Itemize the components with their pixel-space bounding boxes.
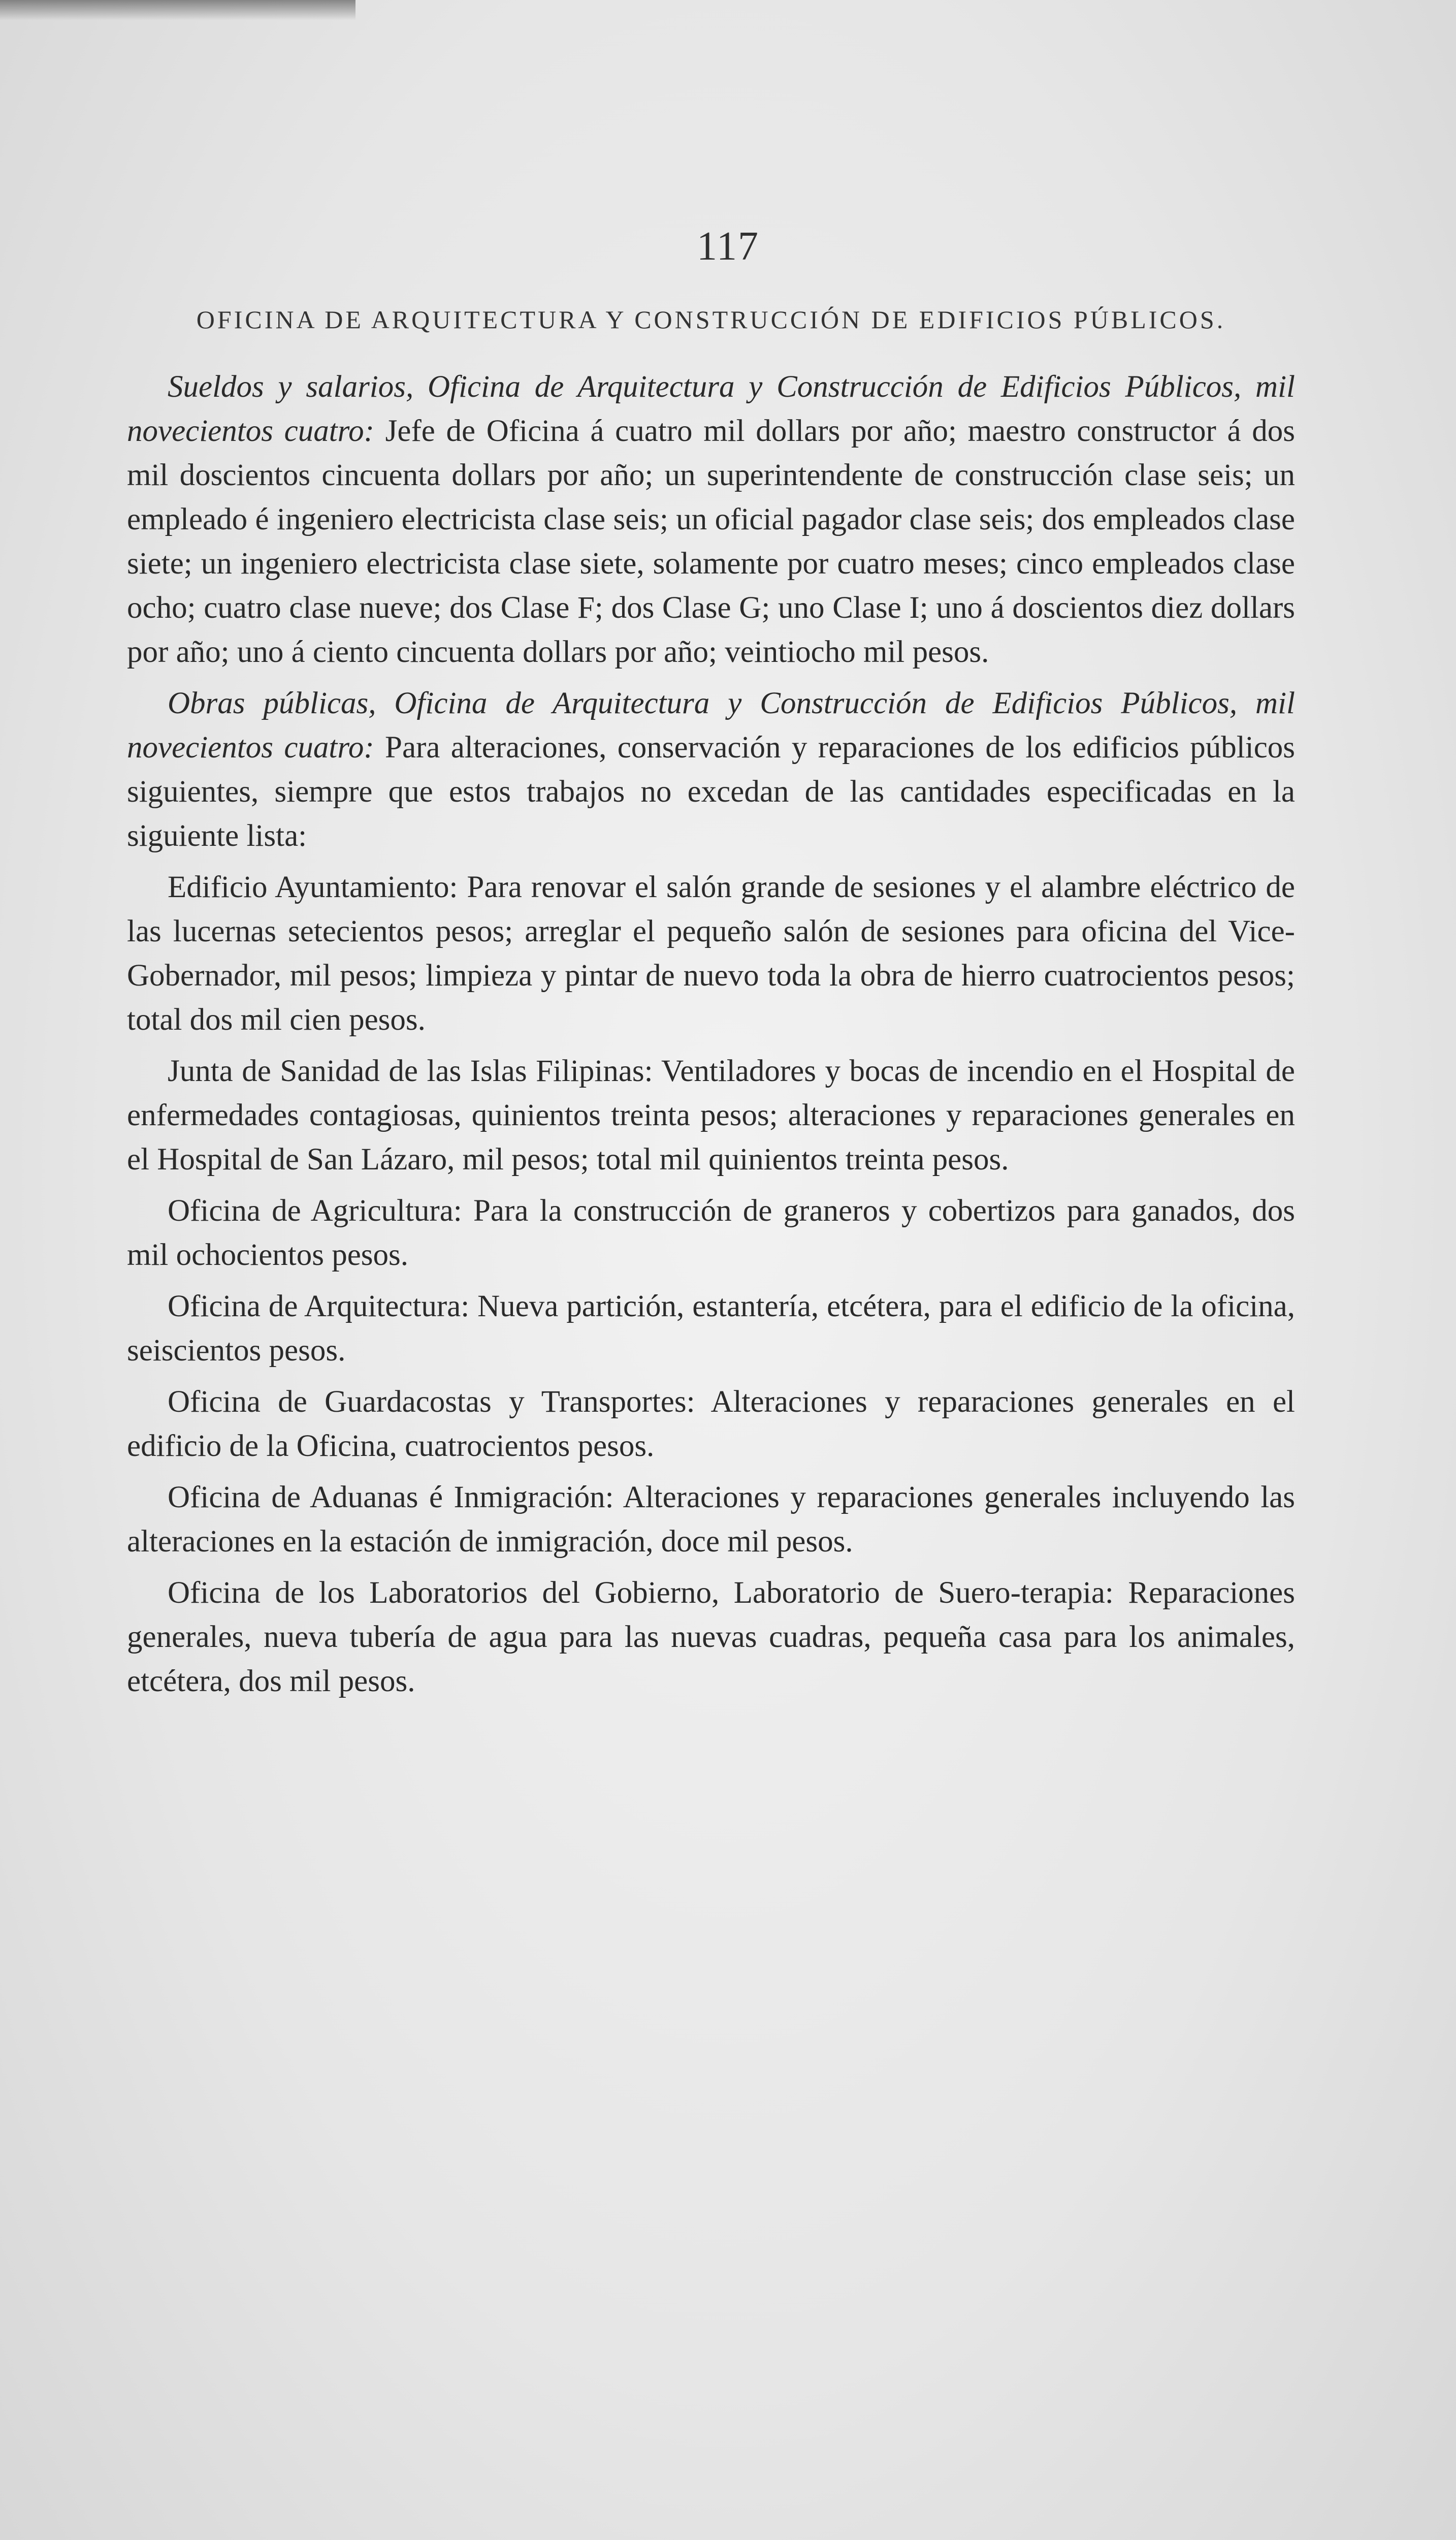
paragraph-body: Junta de Sanidad de las Islas Filipinas: Ventiladores y bocas de incendio en el Hospital de enfermedades contagiosas, quinientos treinta pesos; alteraciones y reparaciones generales en el Hospital de San Lázaro, mil pesos; total mil quinientos treinta pesos. <box>127 1054 1295 1177</box>
paragraph-body: Oficina de Aduanas é Inmigración: Alteraciones y reparaciones generales incluyendo las alteraciones en la estación de inmigración, doce mil pesos. <box>127 1480 1295 1559</box>
paragraph-agricultura <box>127 1189 1295 1277</box>
paragraph-body: Oficina de Guardacostas y Transportes: Alteraciones y reparaciones generales en el edificio de la Oficina, cuatrocientos pesos. <box>127 1385 1295 1463</box>
paragraph-guardacostas <box>127 1380 1295 1468</box>
paragraph-aduanas <box>127 1475 1295 1564</box>
text-block <box>127 305 1295 1710</box>
paragraph-ayuntamiento <box>127 865 1295 1042</box>
paragraph-laboratorios <box>127 1571 1295 1703</box>
paragraph-body: Oficina de Arquitectura: Nueva partición, estantería, etcétera, para el edificio de la oficina, seiscientos pesos. <box>127 1289 1295 1368</box>
paragraph-body: Edificio Ayuntamiento: Para renovar el salón grande de sesiones y el alambre eléctrico de las lucernas setecientos pesos; arreglar el pequeño salón de sesiones para oficina del Vice-Gobernador, mil pesos; limpieza y pintar de nuevo toda la obra de hierro cuatrocientos pesos; total dos mil cien pesos. <box>127 870 1295 1037</box>
page-number: 117 <box>696 224 760 269</box>
paragraph-sueldos <box>127 365 1295 674</box>
paragraph-body: Oficina de Agricultura: Para la construcción de graneros y cobertizos para ganados, dos mil ochocientos pesos. <box>127 1194 1295 1272</box>
paragraph-obras-publicas <box>127 681 1295 858</box>
paragraph-lead: Sueldos y salarios, Oficina de Arquitectura y Construcción de Edificios Públicos, mil novecientos cuatro: <box>127 370 1295 448</box>
page-edge-shadow-top <box>0 0 355 20</box>
paragraph-junta-sanidad <box>127 1049 1295 1182</box>
paragraph-body: Jefe de Oficina á cuatro mil dollars por año; maestro constructor á dos mil doscientos cincuenta dollars por año; un superintendente de construcción clase seis; un empleado é ingeniero electricista clase seis; un oficial pagador clase seis; dos empleados clase siete; un ingeniero electricista clase siete, solamente por cuatro meses; cinco empleados clase ocho; cuatro clase nueve; dos Clase F; dos Clase G; uno Clase I; uno á doscientos diez dollars por año; uno á ciento cincuenta dollars por año; veintiocho mil pesos. <box>127 414 1296 669</box>
paragraph-body: Para alteraciones, conservación y reparaciones de los edificios públicos siguientes, siempre que estos trabajos no excedan de las cantidades especificadas en la siguiente lista: <box>127 731 1296 853</box>
paragraph-body: Oficina de los Laboratorios del Gobierno, Laboratorio de Suero-terapia: Reparaciones generales, nueva tubería de agua para las nuevas cuadras, pequeña casa para los animales, etcétera, dos mil pesos. <box>127 1576 1295 1698</box>
paragraph-lead: Obras públicas, Oficina de Arquitectura y Construcción de Edificios Públicos, mil novecientos cuatro: <box>127 686 1295 765</box>
section-heading: OFICINA DE ARQUITECTURA Y CONSTRUCCIÓN DE EDIFICIOS PÚBLICOS. <box>196 305 1226 334</box>
paragraph-arquitectura <box>127 1284 1295 1373</box>
